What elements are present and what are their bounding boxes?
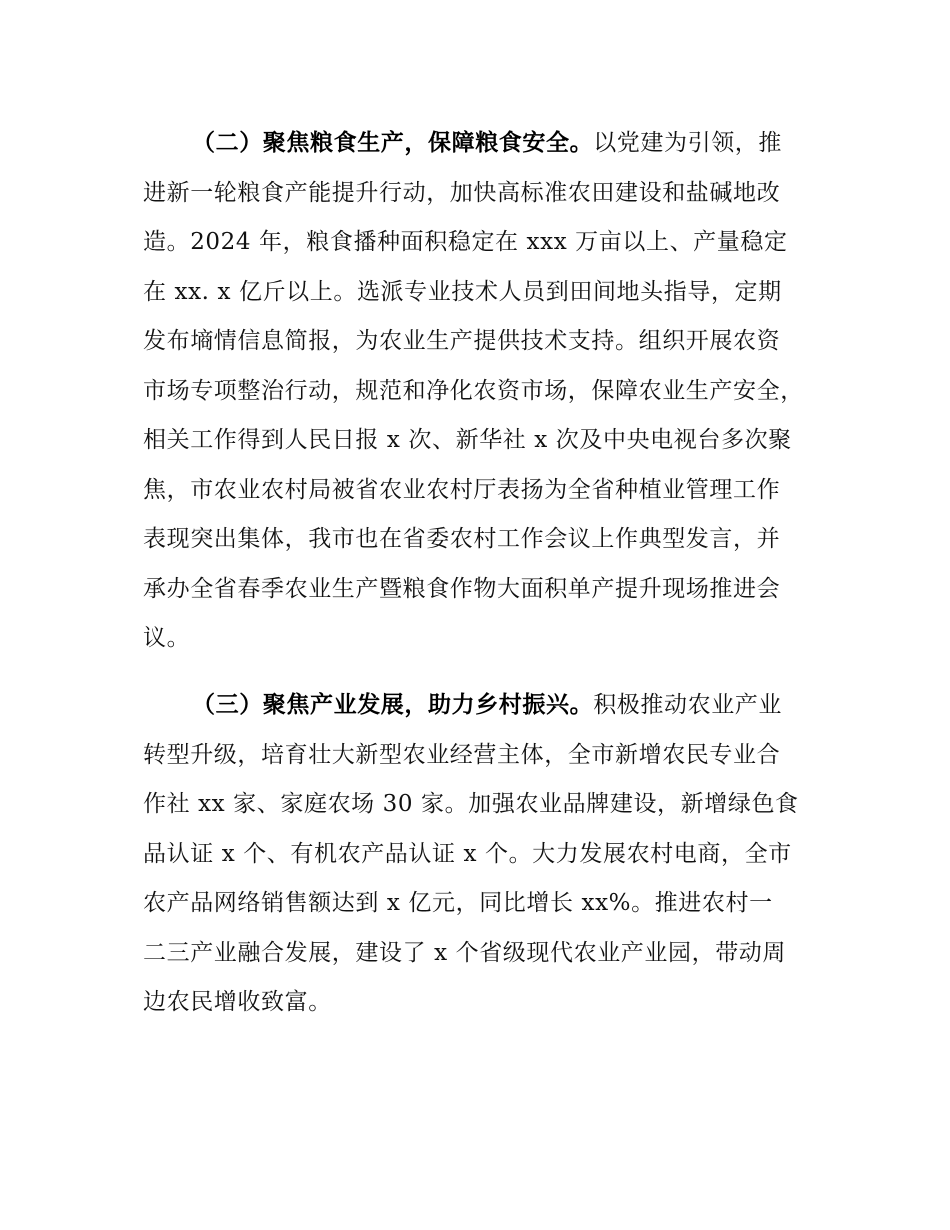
paragraph-1-line-5: 发布墒情信息简报，为农业生产提供技术支持。组织开展农资	[143, 328, 781, 354]
paragraph-1-line-2: 进新一轮粮食产能提升行动，加快高标准农田建设和盐碱地改	[143, 180, 781, 206]
paragraph-2-line-5: 农产品网络销售额达到 x 亿元，同比增长 xx%。推进农村一	[143, 890, 773, 916]
paragraph-2-line-3: 作社 xx 家、家庭农场 30 家。加强农业品牌建设，新增绿色食	[143, 791, 799, 817]
paragraph-2-line-6: 二三产业融合发展，建设了 x 个省级现代农业产业园，带动周	[143, 940, 786, 966]
paragraph-2-line-7: 边农民增收致富。	[143, 989, 332, 1015]
paragraph-1-heading: （二）聚焦粮食生产，保障粮食安全。	[192, 130, 594, 156]
paragraph-2-text: 积极推动农业产业	[593, 692, 783, 718]
paragraph-2-line-1	[192, 688, 882, 722]
paragraph-1-line-9: 表现突出集体，我市也在省委农村工作会议上作典型发言，并	[143, 526, 781, 552]
paragraph-2-line-4: 品认证 x 个、有机农产品认证 x 个。大力发展农村电商，全市	[143, 841, 792, 867]
paragraph-1-text: 以党建为引领，推	[593, 130, 783, 156]
paragraph-1-line-6: 市场专项整治行动，规范和净化农资市场，保障农业生产安全，	[143, 378, 804, 404]
paragraph-2-heading: （三）聚焦产业发展，助力乡村振兴。	[192, 692, 594, 718]
paragraph-1-line-3: 造。2024 年，粮食播种面积稳定在 xxx 万亩以上、产量稳定	[143, 229, 788, 255]
paragraph-1-line-1	[192, 126, 882, 160]
paragraph-1-line-8: 焦，市农业农村局被省农业农村厅表扬为全省种植业管理工作	[143, 477, 781, 503]
paragraph-1-line-11: 议。	[143, 625, 191, 651]
paragraph-2-line-2: 转型升级，培育壮大新型农业经营主体，全市新增农民专业合	[143, 742, 781, 768]
paragraph-1-line-4: 在 xx. x 亿斤以上。选派专业技术人员到田间地头指导，定期	[143, 279, 782, 305]
paragraph-1-line-7: 相关工作得到人民日报 x 次、新华社 x 次及中央电视台多次聚	[143, 427, 792, 453]
paragraph-1-line-10: 承办全省春季农业生产暨粮食作物大面积单产提升现场推进会	[143, 576, 781, 602]
